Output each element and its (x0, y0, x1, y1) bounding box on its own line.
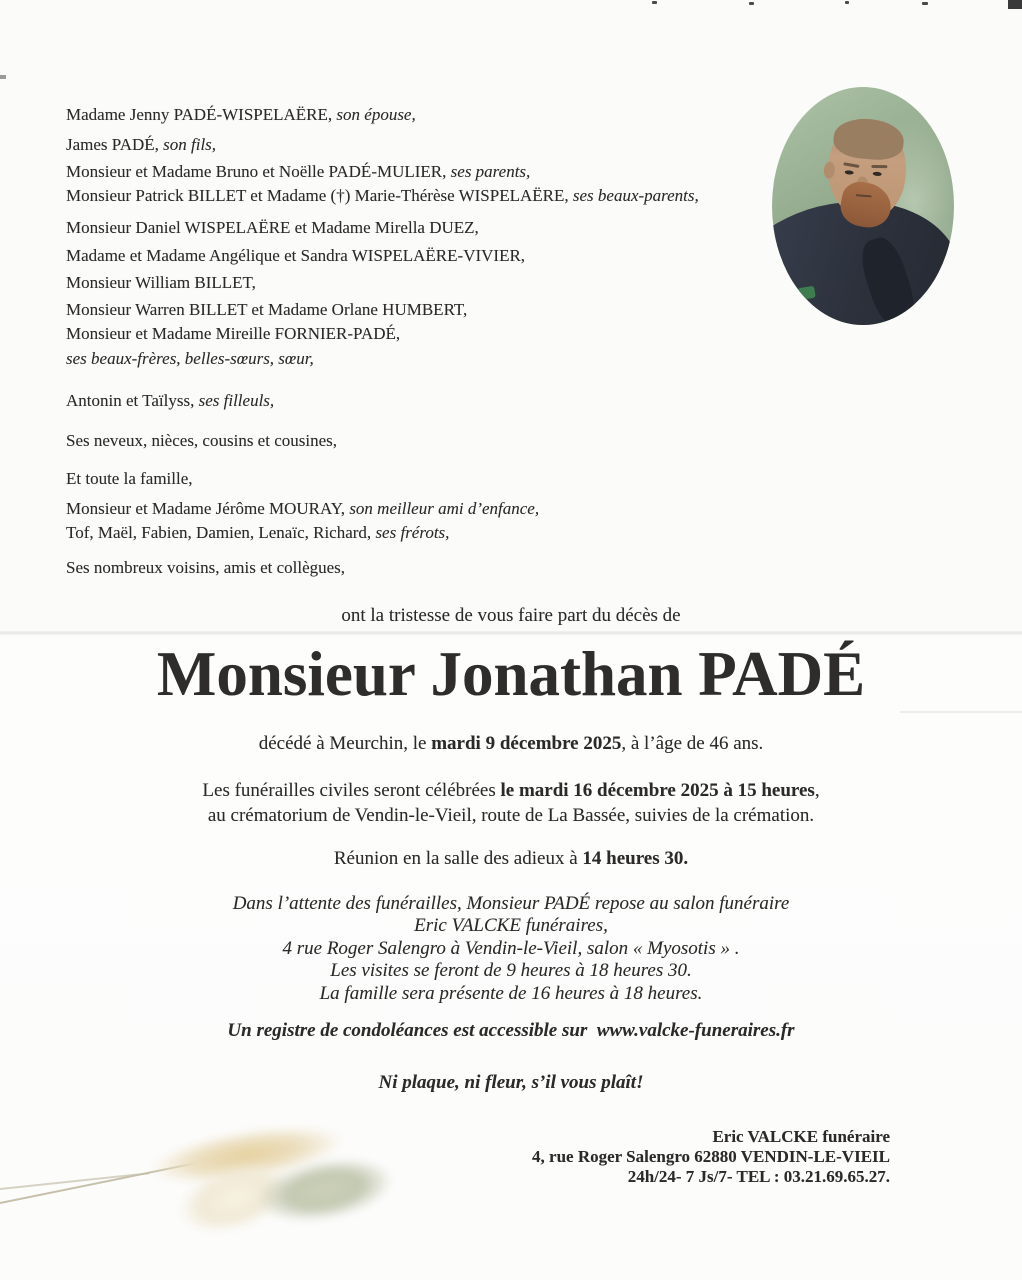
text-segment: Réunion en la salle des adieux à (333, 848, 583, 869)
relation-label: ses frérots, (375, 523, 450, 542)
family-line (66, 133, 699, 157)
family-names: Monsieur Patrick BILLET et Madame (†) Marie-Thérèse WISPELAËRE, (66, 186, 573, 205)
relation-label: son épouse, (336, 105, 416, 124)
death-line (0, 732, 1022, 756)
family-names: James PADÉ, (66, 135, 164, 154)
announcement-intro: ont la tristesse de vous faire part du décès de (341, 605, 681, 626)
scan-speck (749, 2, 754, 5)
family-names: Monsieur et Madame Jérôme MOURAY, (66, 499, 350, 518)
family-names: Monsieur Warren BILLET et Madame Orlane HUMBERT, (66, 300, 468, 319)
text-segment: , (814, 780, 820, 801)
family-line (66, 103, 699, 127)
funeral-line-2 (0, 803, 1022, 828)
vigil-block (0, 893, 1022, 1005)
text-segment: au crématorium de Vendin-le-Vieil, route de La Bassée, suivies de la crémation. (207, 805, 815, 826)
relation-label: ses filleuls, (198, 391, 275, 410)
family-line (66, 184, 699, 208)
family-line (66, 298, 699, 322)
relation-label: son meilleur ami d’enfance, (349, 499, 540, 518)
family-line (66, 429, 699, 453)
family-line (66, 244, 699, 268)
family-line (66, 160, 699, 184)
vigil-line: Les visites se feront de 9 heures à 18 heures 30. (330, 960, 692, 982)
family-names: Tof, Maël, Fabien, Damien, Lenaïc, Richard, (66, 523, 376, 542)
relation-label: ses beaux-frères, belles-sœurs, sœur, (66, 349, 314, 368)
eyebrow-right (871, 165, 887, 168)
relation-label: son fils, (163, 135, 217, 154)
family-names: Madame Jenny PADÉ-WISPELAËRE, (66, 105, 337, 124)
eye-left (845, 170, 854, 175)
scan-edge-mark (0, 75, 6, 79)
ear-shape (823, 161, 835, 179)
scan-speck (845, 1, 849, 4)
text-segment: le mardi 16 décembre 2025 à 15 heures (500, 780, 815, 801)
portrait-photo (772, 87, 954, 325)
relation-label: ses beaux-parents, (572, 186, 699, 205)
family-line (66, 521, 699, 545)
family-line (66, 322, 699, 346)
scan-corner-mark (1008, 0, 1022, 9)
vigil-line: 4 rue Roger Salengro à Vendin-le-Vieil, salon « Myosotis » . (282, 937, 740, 959)
eyebrow-left (843, 162, 859, 168)
funeral-home-name: Eric VALCKE funéraire (712, 1127, 890, 1146)
family-names: Monsieur et Madame Bruno et Noëlle PADÉ-MULIER, (66, 162, 451, 181)
family-line (66, 216, 699, 240)
text-segment: , à l’âge de 46 ans. (621, 733, 764, 754)
text-segment: 14 heures 30. (582, 848, 689, 869)
family-line (66, 497, 699, 521)
family-names: Monsieur William BILLET, (66, 273, 256, 292)
vigil-line: Dans l’attente des funérailles, Monsieur PADÉ repose au salon funéraire (232, 893, 790, 914)
eye-right (873, 172, 882, 177)
funeral-home-hours-phone: 24h/24- 7 Js/7- TEL : 03.21.69.65.27. (627, 1167, 890, 1186)
text-segment: Les funérailles civiles seront célébrées (202, 780, 501, 801)
family-names: Monsieur et Madame Mireille FORNIER-PADÉ, (66, 324, 401, 343)
family-line (66, 271, 699, 295)
scan-speck (652, 1, 657, 4)
relation-label: ses parents, (450, 162, 531, 181)
condolence-register-line: Un registre de condoléances est accessible sur www.valcke-funeraires.fr (227, 1020, 795, 1042)
vigil-line: La famille sera présente de 16 heures à 18 heures. (319, 982, 703, 1004)
funeral-home-address: 4, rue Roger Salengro 62880 VENDIN-LE-VIEIL (532, 1147, 890, 1166)
family-names: Ses neveux, nièces, cousins et cousines, (66, 431, 337, 450)
no-flowers-line: Ni plaque, ni fleur, s’il vous plaît! (378, 1072, 644, 1094)
announcement-column (0, 604, 1022, 1094)
reunion-line (0, 846, 1022, 871)
family-names: Monsieur Daniel WISPELAËRE et Madame Mirella DUEZ, (66, 218, 479, 237)
funeral-line-1 (0, 778, 1022, 803)
family-names: Madame et Madame Angélique et Sandra WISPELAËRE-VIVIER, (66, 246, 526, 265)
deceased-name: Monsieur Jonathan PADÉ (156, 639, 866, 709)
text-segment: mardi 9 décembre 2025 (431, 733, 622, 754)
family-line (66, 467, 699, 491)
family-line (66, 556, 699, 580)
family-line (66, 347, 699, 371)
vigil-line: Eric VALCKE funéraires, (414, 915, 608, 937)
scan-speck (922, 2, 928, 5)
family-line (66, 389, 699, 413)
family-names: Ses nombreux voisins, amis et collègues, (66, 558, 346, 577)
funeral-home-block (532, 1127, 890, 1187)
family-names: Antonin et Taïlyss, (66, 391, 199, 410)
text-segment: décédé à Meurchin, le (258, 733, 432, 754)
family-list (66, 103, 699, 580)
family-names: Et toute la famille, (66, 469, 193, 488)
